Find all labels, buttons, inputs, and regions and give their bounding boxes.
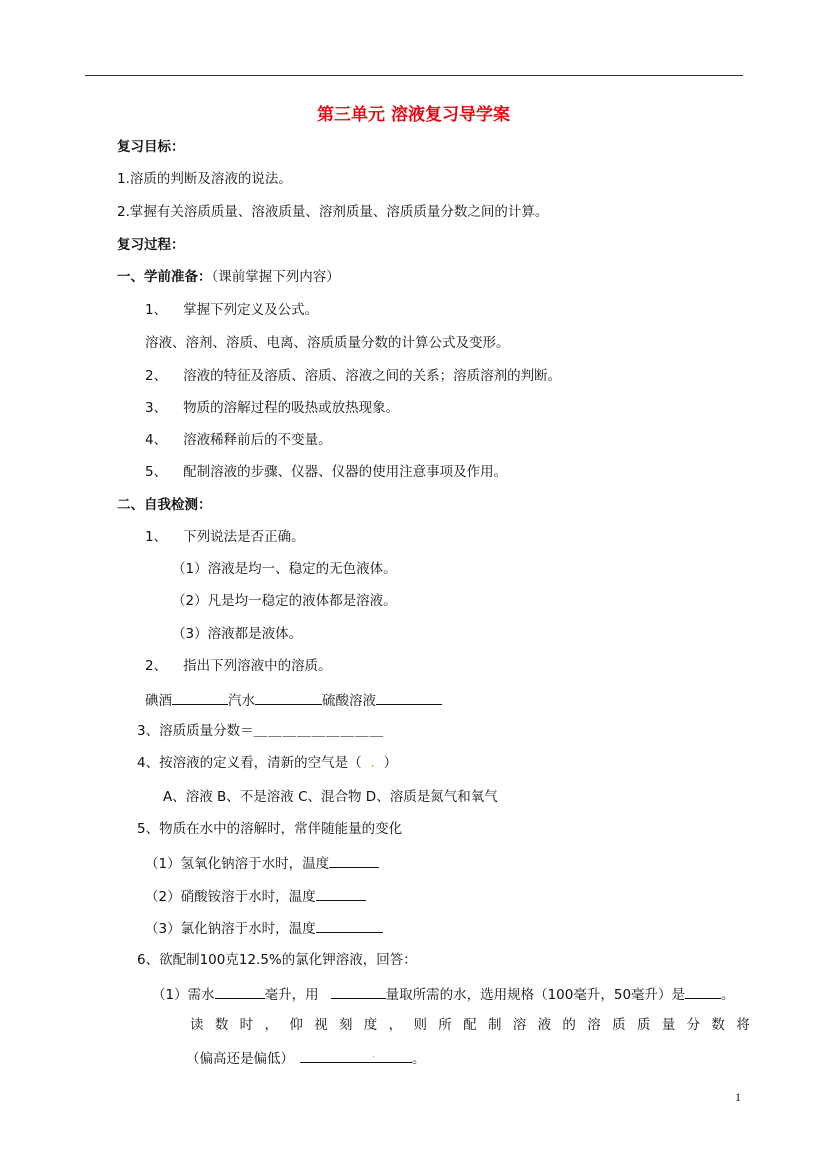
q6-part-1: （1）需水 毫升，用 量取所需的水，选用规格（100毫升，50毫升）是 。: [152, 984, 735, 1004]
page-title: 第三单元 溶液复习导学案: [317, 105, 510, 125]
answer-blank[interactable]: [329, 853, 379, 868]
q6-part-3: （偏高还是偏低） . 。: [186, 1049, 426, 1067]
section1-heading: 一、学前准备：: [117, 269, 212, 285]
q6-part-2: 读 数 时 ， 仰 视 刻 度 ， 则 所 配 制 溶 液 的 溶 质 质 量 分 数 将: [190, 1017, 750, 1033]
answer-blank[interactable]: [215, 984, 265, 999]
answer-blank[interactable]: [685, 984, 721, 999]
question-2: 2、 指出下列溶液中的溶质。: [145, 658, 332, 674]
answer-blank[interactable]: .: [370, 755, 375, 771]
q5-item-1: （1）氢氧化钠溶于水时，温度: [145, 853, 379, 873]
answer-blank[interactable]: .: [300, 1048, 412, 1063]
answer-blank[interactable]: [331, 984, 386, 999]
answer-blank[interactable]: [316, 886, 366, 901]
question-4: 4、按溶液的定义看，清新的空气是（ . ）: [137, 755, 398, 771]
goal-1: 1.溶质的判断及溶液的说法。: [117, 171, 292, 187]
q1-statement-1: （1）溶液是均一、稳定的无色液体。: [172, 561, 397, 577]
q1-statement-3: （3）溶液都是液体。: [172, 626, 303, 642]
q2-blanks: 碘酒 汽水 硫酸溶液: [145, 690, 442, 710]
answer-blank[interactable]: [376, 690, 442, 705]
section1-heading-line: [117, 268, 340, 286]
question-6: 6、欲配制100克12.5%的氯化钾溶液，回答：: [137, 952, 417, 968]
prep-item-1: 1、 掌握下列定义及公式。: [145, 302, 319, 318]
prep-item-2: 2、 溶液的特征及溶质、溶质、溶液之间的关系；溶质溶剂的判断。: [145, 368, 562, 384]
section1-note: （课前掌握下列内容）: [211, 269, 340, 285]
prep-item-3: 3、 物质的溶解过程的吸热或放热现象。: [145, 400, 400, 416]
question-5: 5、物质在水中的溶解时，常伴随能量的变化: [137, 821, 403, 837]
q5-item-2: （2）硝酸铵溶于水时，温度: [145, 886, 366, 906]
q4-options: A、溶液 B、不是溶液 C、混合物 D、溶质是氮气和氧气: [163, 789, 498, 805]
header-rule: [85, 75, 743, 76]
goals-heading: 复习目标：: [117, 139, 185, 155]
q5-item-3: （3）氯化钠溶于水时，温度: [145, 918, 383, 938]
page-number: 1: [735, 1090, 741, 1104]
goal-2: 2.掌握有关溶质质量、溶液质量、溶剂质量、溶质质量分数之间的计算。: [117, 204, 549, 220]
answer-blank[interactable]: ＿＿＿＿＿＿＿＿＿: [253, 723, 385, 739]
process-heading: 复习过程：: [117, 237, 185, 253]
question-1: 1、 下列说法是否正确。: [145, 529, 305, 545]
prep-item-1-detail: 溶液、溶剂、溶质、电离、溶质质量分数的计算公式及变形。: [145, 335, 510, 351]
answer-blank[interactable]: [316, 918, 383, 933]
q1-statement-2: （2）凡是均一稳定的液体都是溶液。: [172, 593, 397, 609]
answer-blank[interactable]: [255, 690, 322, 705]
question-3: 3、溶质质量分数＝＿＿＿＿＿＿＿＿＿: [137, 723, 385, 739]
prep-item-4: 4、 溶液稀释前后的不变量。: [145, 432, 332, 448]
prep-item-5: 5、 配制溶液的步骤、仪器、仪器的使用注意事项及作用。: [145, 464, 508, 480]
answer-blank[interactable]: [172, 690, 228, 705]
section2-heading: 二、自我检测：: [117, 497, 212, 513]
